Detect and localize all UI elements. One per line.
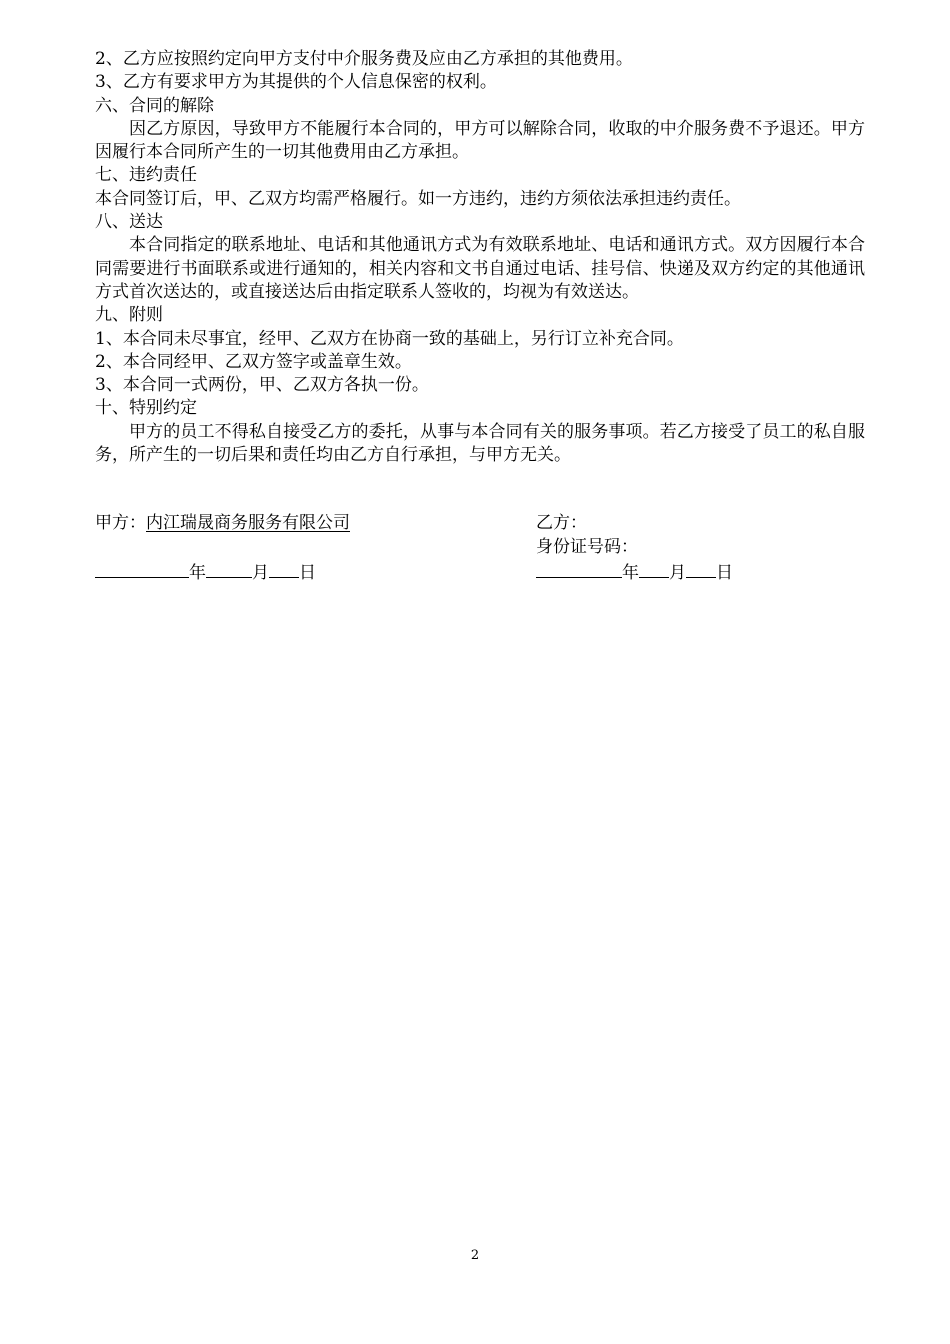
day-label: 日 [716,563,733,583]
month-label: 月 [252,563,269,583]
section-10-paragraph: 甲方的员工不得私自接受乙方的委托，从事与本合同有关的服务事项。若乙方接受了员工的私自服务，所产生的一切后果和责任均由乙方自行承担，与甲方无关。 [95,421,865,466]
day-blank[interactable] [269,560,299,578]
section-6-title: 六、合同的解除 [95,95,214,116]
clause-b-3: 3、乙方有要求甲方为其提供的个人信息保密的权利。 [95,72,497,93]
month-blank[interactable] [206,560,252,578]
section-8-paragraph: 本合同指定的联系地址、电话和其他通讯方式为有效联系地址、电话和通讯方式。双方因履行本合同需要进行书面联系或进行通知的，相关内容和文书自通过电话、挂号信、快递及双方约定的其他通讯方式首次送达的，或直接送达后由指定联系人签收的，均视为有效送达。 [95,235,865,302]
party-b-label: 乙方： [536,513,587,533]
section-9-title: 九、附则 [95,305,163,326]
year-label: 年 [189,563,206,583]
month-blank[interactable] [639,560,669,578]
section-9-item-1: 1、本合同未尽事宜，经甲、乙双方在协商一致的基础上，另行订立补充合同。 [95,328,684,349]
section-10-title: 十、特别约定 [95,398,197,419]
section-9-item-3: 3、本合同一式两份，甲、乙双方各执一份。 [95,375,429,396]
section-8-title: 八、送达 [95,212,163,233]
clause-b-2: 2、乙方应按照约定向甲方支付中介服务费及应由乙方承担的其他费用。 [95,49,633,69]
party-a-date [95,560,316,585]
id-number-label: 身份证号码： [536,537,638,557]
year-blank[interactable] [536,560,622,578]
section-6-paragraph: 因乙方原因，导致甲方不能履行本合同的，甲方可以解除合同，收取的中介服务费不予退还。甲方因履行本合同所产生的一切其他费用由乙方承担。 [95,118,865,163]
day-label: 日 [299,563,316,583]
section-7-title: 七、违约责任 [95,165,197,186]
party-a-signature [95,512,350,535]
day-blank[interactable] [686,560,716,578]
party-b-id [536,536,638,559]
party-b-date [536,560,733,585]
month-label: 月 [669,563,686,583]
section-7-paragraph: 本合同签订后，甲、乙双方均需严格履行。如一方违约，违约方须依法承担违约责任。 [95,188,741,209]
year-label: 年 [622,563,639,583]
contract-body [95,48,865,467]
party-b-signature [536,512,587,535]
party-a-name: 内江瑞晟商务服务有限公司 [146,513,350,533]
party-a-label: 甲方： [95,513,146,533]
year-blank[interactable] [95,560,189,578]
section-9-item-2: 2、本合同经甲、乙双方签字或盖章生效。 [95,351,412,372]
page-number: 2 [470,1248,480,1263]
